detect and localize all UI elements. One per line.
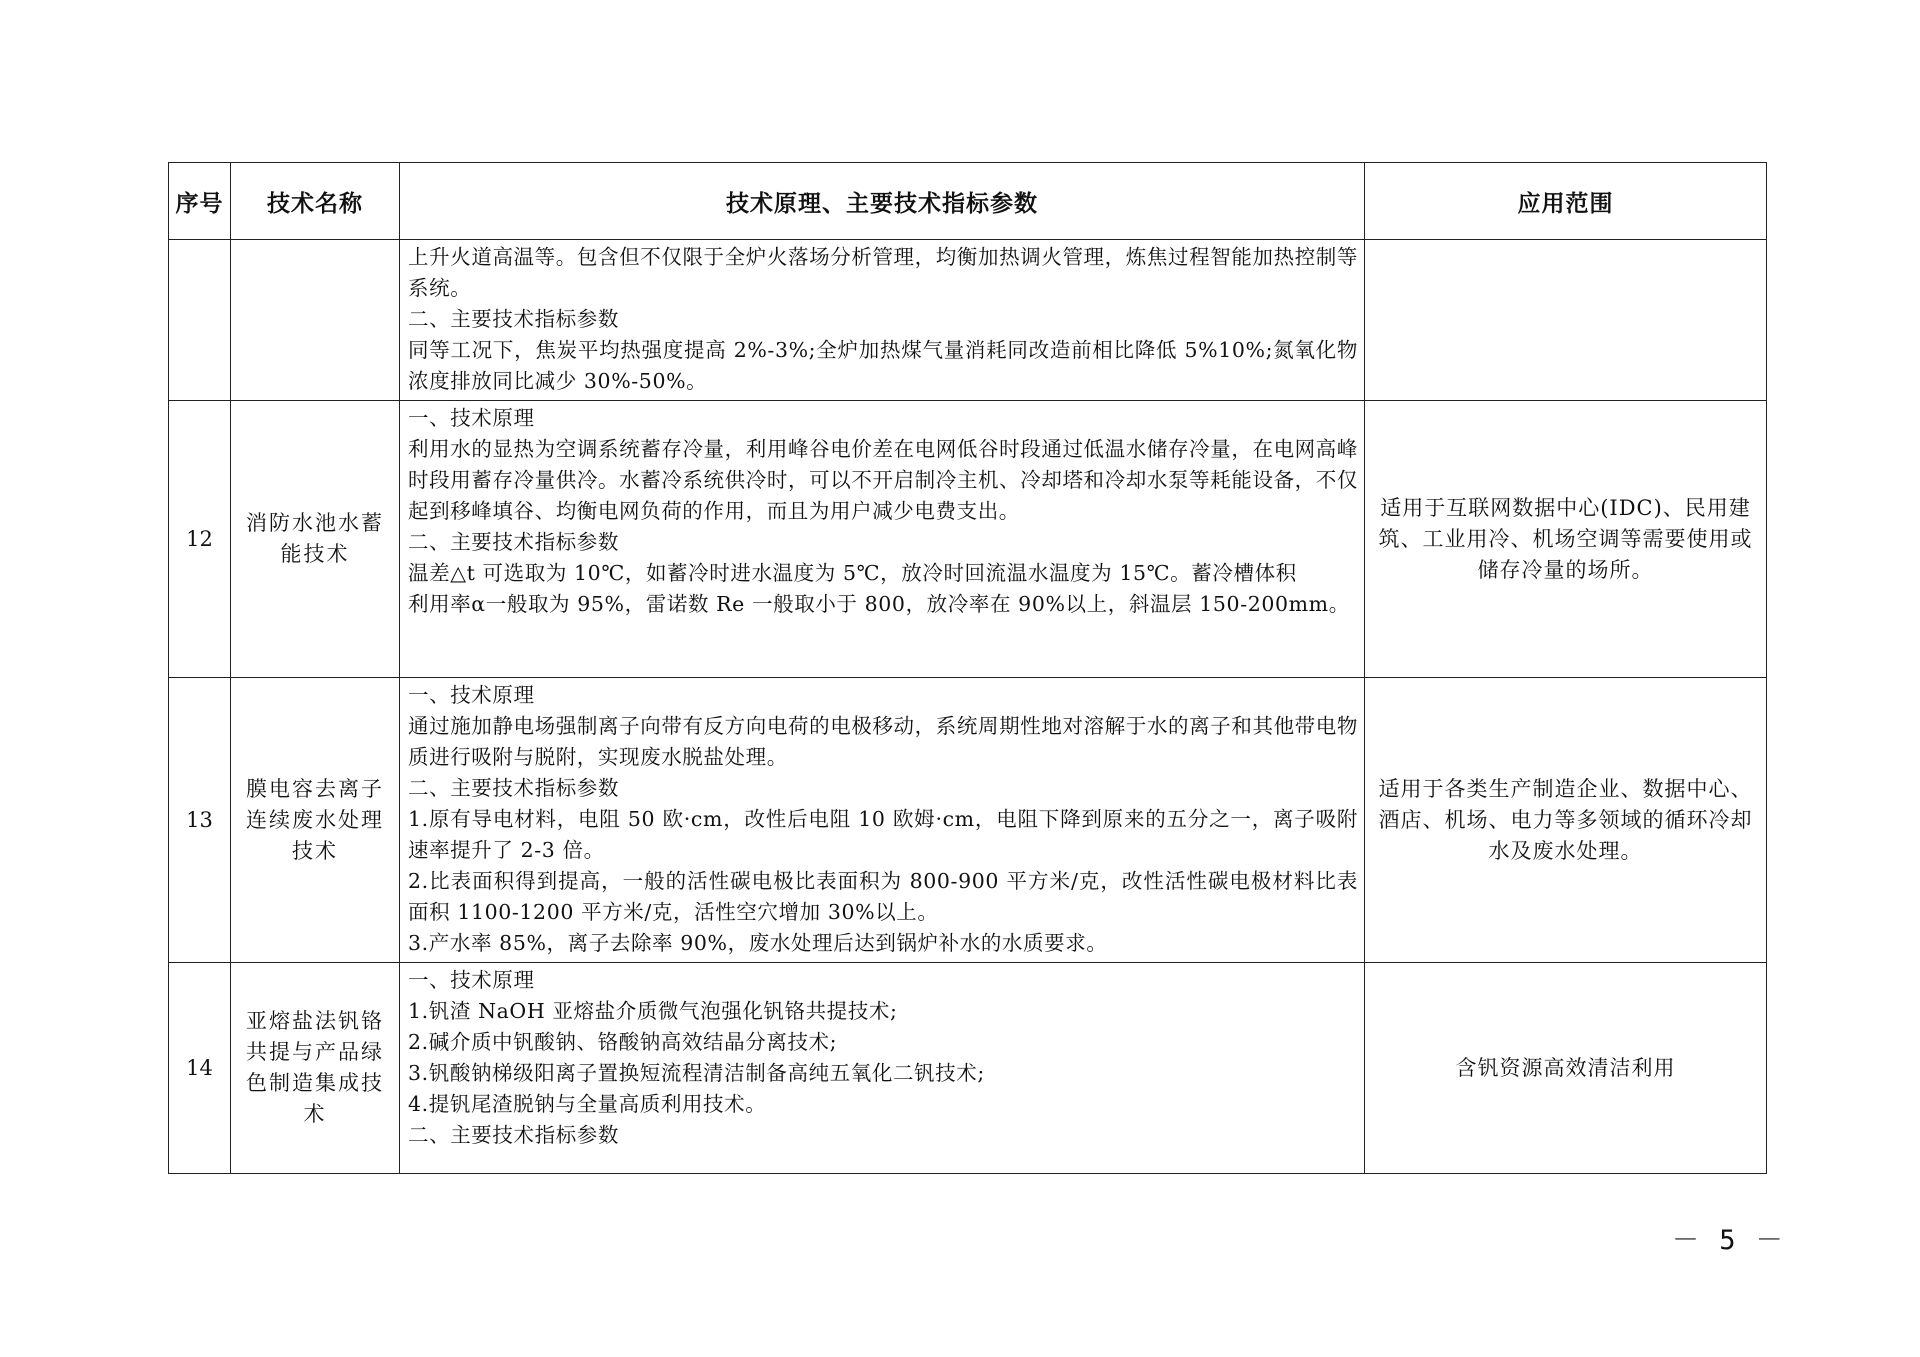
- table-row: [169, 963, 1767, 1174]
- detail-line: 一、技术原理: [408, 683, 535, 707]
- detail-line: 利用率α一般取为 95%，雷诺数 Re 一般取小于 800，放冷率在 90%以上，斜温层 150-200mm。: [408, 592, 1350, 616]
- header-principle-parameters: 技术原理、主要技术指标参数: [400, 163, 1365, 240]
- application-scope-cell: 适用于互联网数据中心(IDC)、民用建筑、工业用冷、机场空调等需要使用或储存冷量的场所。: [1365, 401, 1767, 678]
- table-row: [169, 240, 1767, 401]
- detail-line: 通过施加静电场强制离子向带有反方向电荷的电极移动，系统周期性地对溶解于水的离子和其他带电物质进行吸附与脱附，实现废水脱盐处理。: [408, 714, 1358, 769]
- detail-line: 二、主要技术指标参数: [408, 1123, 619, 1147]
- serial-number-cell: [169, 240, 231, 401]
- detail-line: 4.提钒尾渣脱钠与全量高质利用技术。: [408, 1092, 767, 1116]
- header-serial-number: 序号: [169, 163, 231, 240]
- page-number: － 5 －: [1672, 1225, 1785, 1256]
- detail-line: 上升火道高温等。包含但不仅限于全炉火落场分析管理，均衡加热调火管理，炼焦过程智能加热控制等系统。: [408, 245, 1358, 300]
- technology-table: [168, 162, 1767, 1174]
- header-technology-name: 技术名称: [231, 163, 400, 240]
- application-scope-cell: 含钒资源高效清洁利用: [1365, 963, 1767, 1174]
- detail-line: 一、技术原理: [408, 406, 535, 430]
- application-scope-cell: 适用于各类生产制造企业、数据中心、酒店、机场、电力等多领域的循环冷却水及废水处理。: [1365, 678, 1767, 963]
- detail-line: 1.钒渣 NaOH 亚熔盐介质微气泡强化钒铬共提技术;: [408, 999, 898, 1023]
- detail-line: 3.产水率 85%，离子去除率 90%，废水处理后达到锅炉补水的水质要求。: [408, 931, 1108, 955]
- serial-number-cell: 14: [169, 963, 231, 1174]
- detail-cell: [400, 678, 1365, 963]
- detail-line: 温差△t 可选取为 10℃，如蓄冷时进水温度为 5℃，放冷时回流温水温度为 15℃。蓄冷槽体积: [408, 561, 1297, 585]
- detail-line: 2.碱介质中钒酸钠、铬酸钠高效结晶分离技术;: [408, 1030, 838, 1054]
- technology-name-cell: 消防水池水蓄能技术: [231, 401, 400, 678]
- detail-cell: [400, 963, 1365, 1174]
- detail-line: 同等工况下，焦炭平均热强度提高 2%-3%;全炉加热煤气量消耗同改造前相比降低 5%10%;氮氧化物浓度排放同比减少 30%-50%。: [408, 338, 1358, 393]
- serial-number-cell: 12: [169, 401, 231, 678]
- detail-line: 利用水的显热为空调系统蓄存冷量，利用峰谷电价差在电网低谷时段通过低温水储存冷量，在电网高峰时段用蓄存冷量供冷。水蓄冷系统供冷时，可以不开启制冷主机、冷却塔和冷却水泵等耗能设备，不仅起到移峰填谷、均衡电网负荷的作用，而且为用户减少电费支出。: [408, 437, 1358, 523]
- technology-name-cell: 亚熔盐法钒铬共提与产品绿色制造集成技术: [231, 963, 400, 1174]
- detail-line: 1.原有导电材料，电阻 50 欧·cm，改性后电阻 10 欧姆·cm，电阻下降到原来的五分之一，离子吸附速率提升了 2-3 倍。: [408, 807, 1358, 862]
- detail-line: 3.钒酸钠梯级阳离子置换短流程清洁制备高纯五氧化二钒技术;: [408, 1061, 985, 1085]
- detail-line: 2.比表面积得到提高，一般的活性碳电极比表面积为 800-900 平方米/克，改性活性碳电极材料比表面积 1100-1200 平方米/克，活性空穴增加 30%以上。: [408, 869, 1358, 924]
- header-application-scope: 应用范围: [1365, 163, 1767, 240]
- detail-line: 一、技术原理: [408, 968, 535, 992]
- table-header-row: [169, 163, 1767, 240]
- serial-number-cell: 13: [169, 678, 231, 963]
- technology-name-cell: [231, 240, 400, 401]
- application-scope-cell: [1365, 240, 1767, 401]
- detail-line: 二、主要技术指标参数: [408, 307, 619, 331]
- detail-cell: [400, 401, 1365, 678]
- technology-name-cell: 膜电容去离子连续废水处理技术: [231, 678, 400, 963]
- detail-line: 二、主要技术指标参数: [408, 776, 619, 800]
- table-row: [169, 678, 1767, 963]
- detail-line: 二、主要技术指标参数: [408, 530, 619, 554]
- table-row: [169, 401, 1767, 678]
- detail-cell: [400, 240, 1365, 401]
